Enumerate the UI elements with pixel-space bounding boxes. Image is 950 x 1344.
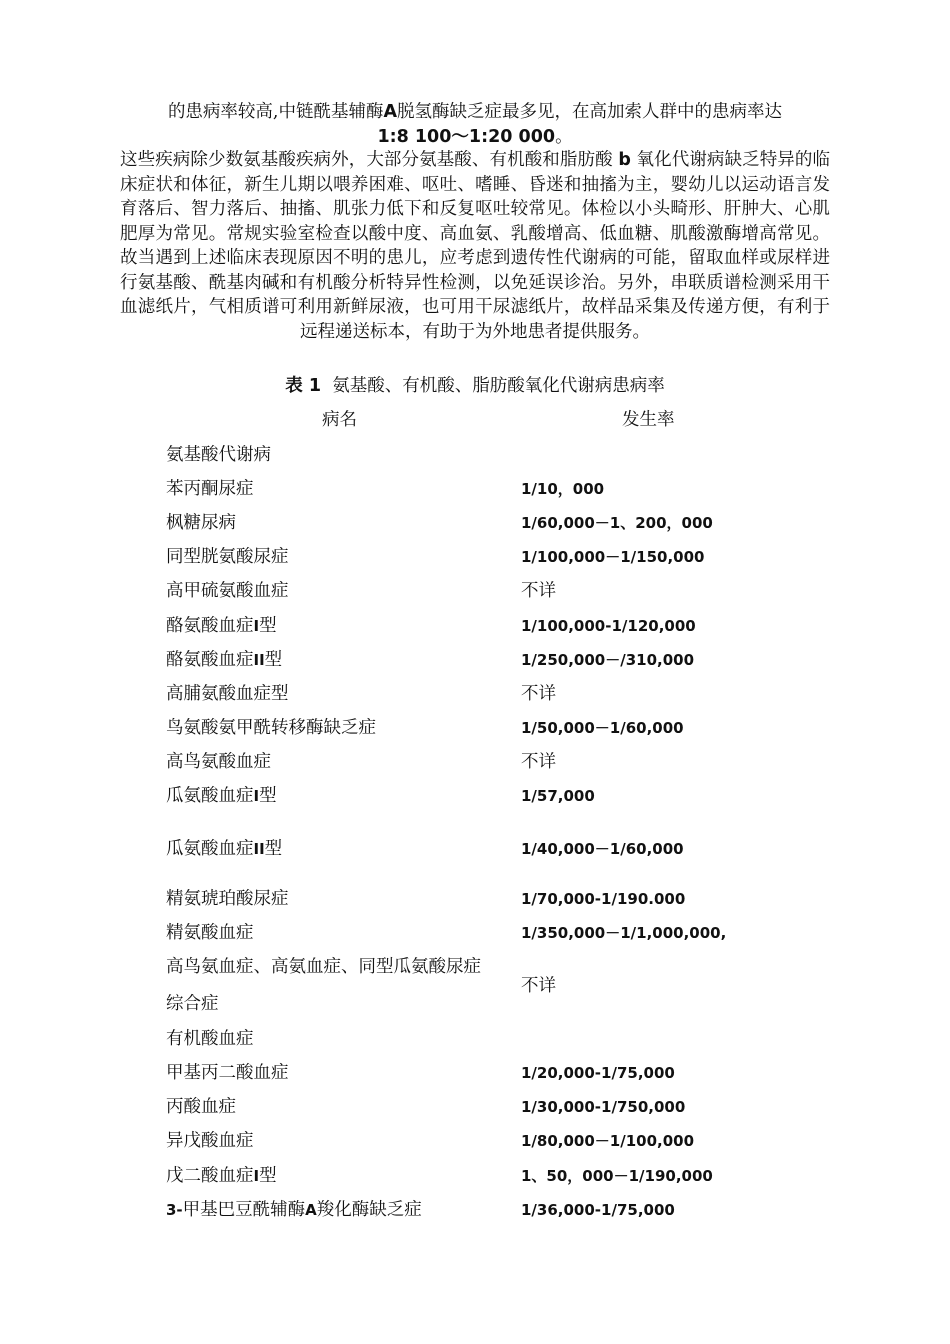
paragraph1-part4: 脱氢酶缺乏症最多见，在高加索人群中的患病率达 [397, 102, 783, 122]
incidence-rate: 1/80,000－1/100,000 [521, 1132, 695, 1150]
disease-name-text: 瓜氨酸血症 [166, 786, 254, 806]
disease-name [166, 681, 289, 707]
disease-name [166, 920, 254, 946]
table-row [0, 613, 950, 639]
table-row [0, 647, 950, 673]
table-row [0, 1197, 950, 1223]
incidence-rate: 不详 [521, 976, 556, 996]
disease-name [166, 991, 219, 1017]
disease-name-text: 甲基丙二酸血症 [166, 1063, 289, 1083]
disease-name-suffix: 型 [259, 1166, 277, 1186]
table-row [0, 954, 950, 996]
disease-name-text: 酪氨酸血症 [166, 650, 254, 670]
table-row [0, 442, 950, 468]
table-row [0, 749, 950, 775]
disease-name [166, 1163, 277, 1189]
paragraph2-part3: 氧化代谢病缺乏特异的临床症状和体征，新生儿期以喂养困难、呕吐、嗜睡、昏迷和抽搐为主，婴幼儿以运动语言发育落后、智力落后、抽搐、肌张力低下和反复呕吐较常见。体检以小头畸形、肝肿大、心肌肥厚为常见。常规实验室检查以酸中度、高血氨、乳酸增高、低血糖、肌酸激酶增高常见。故当遇到上述临床表现原因不明的患儿，应考虑到遗传性代谢病的可能，留取血样或尿样进行氨基酸、酰基肉碱和有机酸分析特异性检测，以免延误诊治。另外，串联质谱检测采用干血滤纸片，气相质谱可利用新鲜尿液，也可用干尿滤纸片，故样品采集及传递方便，有利于远程递送标本，有助于为外地患者提供服务。 [120, 150, 830, 342]
disease-name-text: 高鸟氨酸血症 [166, 752, 271, 772]
disease-name-text: 丙酸血症 [166, 1097, 236, 1117]
paragraph1-part3: A [383, 102, 398, 122]
paragraph1-part6: 。 [555, 126, 573, 147]
paragraph2-part2: b [618, 150, 631, 170]
incidence-rate: 1/30,000-1/750,000 [521, 1098, 686, 1116]
table-row [0, 715, 950, 741]
table-row [0, 920, 950, 946]
incidence-rate: 1、50，000－1/190,000 [521, 1167, 713, 1185]
table-caption-text: 氨基酸、有机酸、脂肪酸氧化代谢病患病率 [332, 376, 665, 396]
disease-name-latin: II [253, 840, 265, 858]
disease-name-text: 甲基巴豆酰辅酶 [182, 1200, 306, 1220]
table-row [0, 991, 950, 1017]
disease-name-text: 精氨酸血症 [166, 923, 254, 943]
paragraph1-part1: 的患病率较高, [167, 102, 279, 122]
disease-name [166, 1026, 254, 1052]
disease-name [166, 715, 376, 741]
table-number: 表 1 [285, 376, 322, 396]
table-row [0, 476, 950, 502]
table-row [0, 1163, 950, 1189]
table-row [0, 836, 950, 862]
disease-name [166, 442, 271, 468]
disease-name-suffix: 型 [259, 786, 277, 806]
table-row [0, 1060, 950, 1086]
disease-name [166, 749, 271, 775]
disease-name [166, 886, 289, 912]
paragraph2-part1: 这些疾病除少数氨基酸疾病外，大部分氨基酸、有机酸和脂肪酸 [120, 150, 613, 170]
disease-name-text: 同型胱氨酸尿症 [166, 547, 289, 567]
disease-name [166, 954, 481, 980]
disease-name [166, 1197, 422, 1223]
disease-name-text: 高鸟氨血症、高氨血症、同型瓜氨酸尿症 [166, 957, 481, 977]
paragraph-clinical-description [120, 148, 830, 344]
disease-name-latin: I [253, 1167, 260, 1185]
disease-name-suffix: 型 [264, 650, 283, 670]
table-row [0, 510, 950, 536]
incidence-rate: 1/36,000-1/75,000 [521, 1201, 675, 1219]
disease-name-latin: A [305, 1201, 317, 1219]
disease-name-text: 瓜氨酸血症 [166, 839, 254, 859]
table-row [0, 681, 950, 707]
disease-name-text: 酪氨酸血症 [166, 616, 254, 636]
incidence-rate: 1/57,000 [521, 787, 595, 805]
incidence-rate: 1/100,000－1/150,000 [521, 548, 705, 566]
disease-name-latin: II [253, 651, 265, 669]
disease-name-latin: I [253, 787, 260, 805]
incidence-rate: 不详 [521, 684, 556, 704]
paragraph1-part2: 中链酰基辅酶 [278, 102, 384, 122]
disease-name-text: 有机酸血症 [166, 1029, 254, 1049]
disease-name-text: 高脯氨酸血症型 [166, 684, 289, 704]
incidence-rate: 1/50,000－1/60,000 [521, 719, 684, 737]
disease-name-suffix: 型 [259, 616, 277, 636]
disease-name [166, 783, 277, 809]
disease-name-text: 精氨琥珀酸尿症 [166, 889, 289, 909]
disease-name-text: 苯丙酮尿症 [166, 479, 254, 499]
table-row [0, 1128, 950, 1154]
incidence-rate: 1/60,000－1、200，000 [521, 514, 713, 532]
table-row [0, 544, 950, 570]
incidence-rate: 1/20,000-1/75,000 [521, 1064, 675, 1082]
disease-name-text: 高甲硫氨酸血症 [166, 581, 289, 601]
table-row [0, 886, 950, 912]
disease-name-latin: I [253, 617, 260, 635]
disease-name [166, 578, 289, 604]
table-row [0, 1094, 950, 1120]
disease-name [166, 613, 277, 639]
table-row [0, 1026, 950, 1052]
disease-name-text: 综合症 [166, 994, 219, 1014]
incidence-rate: 不详 [521, 581, 556, 601]
table-header-rate: 发生率 [622, 410, 675, 430]
disease-name [166, 1094, 236, 1120]
disease-name [166, 1128, 254, 1154]
disease-name [166, 1060, 289, 1086]
incidence-rate: 1/70,000-1/190.000 [521, 890, 686, 908]
disease-name [166, 836, 282, 862]
disease-name-text: 异戊酸血症 [166, 1131, 254, 1151]
table-header-name: 病名 [322, 410, 357, 430]
disease-name-prefix: 3- [166, 1201, 183, 1219]
disease-name-suffix: 型 [264, 839, 283, 859]
incidence-rate: 1/10，000 [521, 480, 605, 498]
disease-name-text: 氨基酸代谢病 [166, 445, 271, 465]
incidence-rate: 1/40,000－1/60,000 [521, 840, 684, 858]
disease-name [166, 510, 236, 536]
disease-name [166, 647, 282, 673]
table-row [0, 578, 950, 604]
incidence-rate: 1/100,000-1/120,000 [521, 617, 696, 635]
disease-name-text: 枫糖尿病 [166, 513, 236, 533]
disease-name [166, 476, 254, 502]
paragraph1-ratio: 1:8 100～1:20 000 [377, 126, 556, 147]
disease-name-suffix: 羧化酶缺乏症 [316, 1200, 422, 1220]
disease-name-text: 鸟氨酸氨甲酰转移酶缺乏症 [166, 718, 376, 738]
table-row [0, 783, 950, 809]
table-caption [120, 374, 830, 398]
incidence-rate: 1/350,000－1/1,000,000, [521, 924, 727, 942]
disease-name [166, 544, 289, 570]
incidence-rate: 1/250,000－/310,000 [521, 651, 695, 669]
incidence-rate: 不详 [521, 752, 556, 772]
disease-name-text: 戊二酸血症 [166, 1166, 254, 1186]
paragraph-incidence-summary [120, 100, 830, 149]
